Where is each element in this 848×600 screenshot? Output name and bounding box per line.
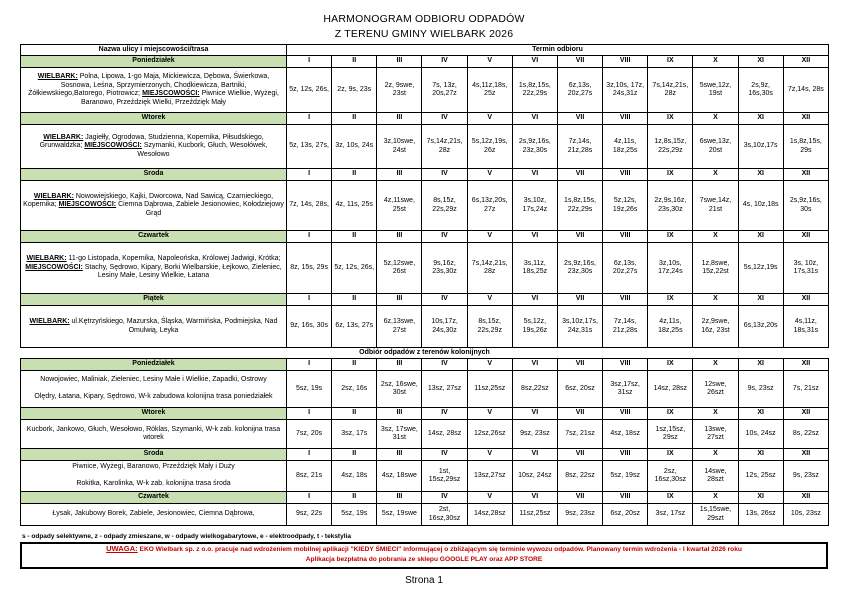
villages-list: Piwnice Wielkie, Wyżegi, Baranowo, Przeździęk Wielki, Przeździęk Mały xyxy=(80,90,279,106)
month-header: X xyxy=(693,449,738,461)
villages-list: Szymanki, Kucbork, Głuch, Wesołówek, Wesołowo xyxy=(137,142,268,158)
pickup-dates-cell: 14swe, 28szt xyxy=(693,461,738,492)
day-header-row xyxy=(21,408,829,420)
pickup-dates-cell: 13sz, 27sz xyxy=(422,371,467,408)
month-header: XI xyxy=(738,56,783,68)
month-header: IX xyxy=(648,113,693,125)
month-header: I xyxy=(287,492,332,504)
month-header: IV xyxy=(422,113,467,125)
month-header: X xyxy=(693,359,738,371)
day-label: Środa xyxy=(21,169,287,181)
pickup-dates-cell: 3sz, 17swe, 31st xyxy=(377,420,422,449)
colony-area-list xyxy=(21,504,287,526)
schedule-row xyxy=(21,68,829,113)
pickup-dates-cell: 5sz, 19sz xyxy=(603,461,648,492)
pickup-dates-cell: 12swe, 26szt xyxy=(693,371,738,408)
document-title: HARMONOGRAM ODBIORU ODPADÓW xyxy=(323,13,525,25)
schedule-row xyxy=(21,420,829,449)
month-header: X xyxy=(693,294,738,306)
street-list xyxy=(21,181,287,231)
month-header: III xyxy=(377,231,422,243)
town-prefix: WIELBARK: xyxy=(26,255,67,263)
pickup-dates-cell: 10s, 23sz xyxy=(783,504,828,526)
month-header: IV xyxy=(422,231,467,243)
pickup-dates-cell: 5z, 13s, 27s, xyxy=(287,125,332,169)
day-label: Poniedziałek xyxy=(21,359,287,371)
pickup-dates-cell: 1st, 15sz,29sz xyxy=(422,461,467,492)
pickup-dates-cell: 8sz,22sz xyxy=(512,371,557,408)
pickup-dates-cell: 13s, 26sz xyxy=(738,504,783,526)
colony-area-a: Łysak, Jakubowy Borek, Zabiele, Jesionowiec, Ciemna Dąbrowa, xyxy=(52,510,255,518)
month-header: VI xyxy=(512,408,557,420)
month-header: I xyxy=(287,113,332,125)
month-header: XI xyxy=(738,113,783,125)
pickup-dates-cell: 9s, 23sz xyxy=(738,371,783,408)
month-header: VIII xyxy=(603,359,648,371)
month-header: II xyxy=(332,359,377,371)
pickup-dates-cell: 2s,9z, 16s,30s xyxy=(738,68,783,113)
pickup-dates-cell: 4sz, 18s xyxy=(332,461,377,492)
schedule-row xyxy=(21,461,829,492)
month-header: I xyxy=(287,359,332,371)
street-list xyxy=(21,68,287,113)
legend-text: s - odpady selektywne, z - odpady zmieszane, w - odpady wielkogabarytowe, e - elektroodpady, t - tekstylia xyxy=(22,533,351,540)
month-header: VII xyxy=(557,408,602,420)
pickup-dates-cell: 9s, 23sz xyxy=(783,461,828,492)
month-header: IV xyxy=(422,492,467,504)
page-number: Strona 1 xyxy=(405,575,443,586)
villages-prefix: MIEJSCOWOŚCI: xyxy=(25,263,83,271)
month-header: XI xyxy=(738,294,783,306)
month-header: X xyxy=(693,113,738,125)
town-streets: ul.Kętrzyńskiego, Mazurska, Śląska, Warmińska, Podmiejska, Nad Omulwią, Leyka xyxy=(69,318,278,334)
pickup-dates-cell: 5sz, 19swe xyxy=(377,504,422,526)
pickup-dates-cell: 5swe,12z, 19st xyxy=(693,68,738,113)
pickup-dates-cell: 1s,8z,15s, 22z,29s xyxy=(512,68,557,113)
month-header: II xyxy=(332,169,377,181)
pickup-dates-cell: 7s,14z,21s, 28z xyxy=(648,68,693,113)
pickup-dates-cell: 4s, 10z,18s xyxy=(738,181,783,231)
month-header: XII xyxy=(783,492,828,504)
pickup-dates-cell: 3s,10z,17s, 24z,31s xyxy=(557,306,602,348)
pickup-dates-cell: 6z,13s, 20z,27s xyxy=(557,68,602,113)
colony-area-list xyxy=(21,420,287,449)
pickup-dates-cell: 7s,14z,21s, 28z xyxy=(422,125,467,169)
pickup-dates-cell: 5s,12z,19s xyxy=(738,243,783,294)
streets-column-header: Nazwa ulicy i miejscowości/trasa xyxy=(21,45,287,56)
day-header-row xyxy=(21,56,829,68)
street-list xyxy=(21,243,287,294)
month-header: VI xyxy=(512,492,557,504)
month-header: VIII xyxy=(603,56,648,68)
section-title-row xyxy=(21,348,829,359)
month-header: VI xyxy=(512,231,557,243)
month-header: IV xyxy=(422,56,467,68)
pickup-dates-cell: 9sz, 22s xyxy=(287,504,332,526)
pickup-dates-cell: 12s, 25sz xyxy=(738,461,783,492)
pickup-dates-cell: 7sz, 21sz xyxy=(557,420,602,449)
pickup-dates-cell: 7s, 21sz xyxy=(783,371,828,408)
pickup-dates-cell: 2s,9z,16s, 30s xyxy=(783,181,828,231)
month-header: VIII xyxy=(603,169,648,181)
month-header: VI xyxy=(512,169,557,181)
day-header-row xyxy=(21,492,829,504)
notice-line2: Aplikacja bezpłatna do pobrania ze sklepu GOOGLE PLAY oraz APP STORE xyxy=(305,555,543,563)
month-header: III xyxy=(377,408,422,420)
month-header: VIII xyxy=(603,294,648,306)
month-header: IX xyxy=(648,492,693,504)
pickup-dates-cell: 8s,15z, 22s,29z xyxy=(467,306,512,348)
day-label: Środa xyxy=(21,449,287,461)
pickup-dates-cell: 10sz, 24sz xyxy=(512,461,557,492)
month-header: III xyxy=(377,449,422,461)
pickup-dates-cell: 3sz,17sz, 31sz xyxy=(603,371,648,408)
month-header: XII xyxy=(783,113,828,125)
pickup-dates-cell: 5z,12swe, 26st xyxy=(377,243,422,294)
town-prefix: WIELBARK: xyxy=(29,318,70,325)
month-header: VII xyxy=(557,449,602,461)
pickup-dates-cell: 6sz, 20sz xyxy=(557,371,602,408)
month-header: VIII xyxy=(603,231,648,243)
month-header: XI xyxy=(738,231,783,243)
month-header: V xyxy=(467,56,512,68)
document-subtitle: Z TERENU GMINY WIELBARK 2026 xyxy=(334,28,514,40)
month-header: II xyxy=(332,492,377,504)
colony-area-a: Piwnice, Wyżegi, Baranowo, Przeździęk Mały i Duży xyxy=(72,463,235,471)
pickup-dates-cell: 3z,10swe, 24st xyxy=(377,125,422,169)
pickup-dates-cell: 8sz, 22sz xyxy=(557,461,602,492)
month-header: IX xyxy=(648,294,693,306)
month-header: XI xyxy=(738,408,783,420)
month-header: X xyxy=(693,492,738,504)
town-streets: 11-go Listopada, Kopernika, Napoleońska, Królowej Jadwigi, Krótka; xyxy=(66,255,281,263)
pickup-dates-cell: 1z,8swe, 15z,22st xyxy=(693,243,738,294)
month-header: IX xyxy=(648,449,693,461)
month-header: VII xyxy=(557,294,602,306)
pickup-dates-cell: 7z,14s, 21z,28s xyxy=(603,306,648,348)
colony-area-a: Nowojowiec, Maliniak, Zieleniec, Lesiny Małe i Wielkie, Zapadki, Ostrowy xyxy=(40,376,267,384)
month-header: V xyxy=(467,492,512,504)
notice-box xyxy=(20,542,828,569)
pickup-dates-cell: 4s,11z,18s, 25z xyxy=(467,68,512,113)
month-header: III xyxy=(377,294,422,306)
town-streets: Jagiełły, Ogrodowa, Studzienna, Kopernika, Piłsudskiego, Grunwaldzka; xyxy=(39,133,264,150)
month-header: II xyxy=(332,294,377,306)
pickup-dates-cell: 8s, 22sz xyxy=(783,420,828,449)
month-header: IX xyxy=(648,169,693,181)
pickup-dates-cell: 13swe, 27szt xyxy=(693,420,738,449)
term-column-header: Termin odbioru xyxy=(287,45,829,56)
month-header: II xyxy=(332,113,377,125)
month-header: X xyxy=(693,408,738,420)
villages-prefix: MIEJSCOWOŚCI: xyxy=(58,201,117,209)
pickup-dates-cell: 7s, 13z, 20s,27z xyxy=(422,68,467,113)
villages-list: Stachy, Sędrowo, Kipary, Borki Wielbarskie, Łejkowo, Zieleniec, Lesiny Małe, Lesiny Wielkie, Łatana xyxy=(82,263,282,280)
month-header: II xyxy=(332,408,377,420)
pickup-dates-cell: 4sz, 18sz xyxy=(603,420,648,449)
day-header-row xyxy=(21,294,829,306)
pickup-dates-cell: 5s,12z, 19s,26z xyxy=(512,306,557,348)
day-label: Wtorek xyxy=(21,408,287,420)
header-row xyxy=(21,45,829,56)
pickup-dates-cell: 9sz, 23sz xyxy=(512,420,557,449)
schedule-row xyxy=(21,371,829,408)
town-streets: Nowowiejskiego, Kajki, Dworcowa, Nad Sawicą, Czarnieckiego, Kopernika; xyxy=(23,192,274,209)
schedule-row xyxy=(21,125,829,169)
pickup-dates-cell: 5sz, 19s xyxy=(332,504,377,526)
month-header: III xyxy=(377,492,422,504)
colony-area-b: Olędry, Łatana, Kipary, Sędrowo, W-k zabudowa kolonijna trasa poniedziałek xyxy=(34,393,273,401)
day-header-row xyxy=(21,113,829,125)
month-header: VIII xyxy=(603,408,648,420)
pickup-dates-cell: 2z, 9swe, 23st xyxy=(377,68,422,113)
pickup-dates-cell: 2z,9swe, 16z, 23st xyxy=(693,306,738,348)
pickup-dates-cell: 3z,10s, 17z, 24s,31z xyxy=(603,68,648,113)
pickup-dates-cell: 7swe,14z, 21st xyxy=(693,181,738,231)
pickup-dates-cell: 14sz,28sz xyxy=(467,504,512,526)
month-header: VII xyxy=(557,231,602,243)
pickup-dates-cell: 2s,9z,16s, 23z,30s xyxy=(557,243,602,294)
day-header-row xyxy=(21,359,829,371)
month-header: XII xyxy=(783,408,828,420)
month-header: VI xyxy=(512,294,557,306)
month-header: VIII xyxy=(603,113,648,125)
month-header: I xyxy=(287,294,332,306)
pickup-dates-cell: 9z, 16s, 30s xyxy=(287,306,332,348)
pickup-dates-cell: 7z,14s, 21z,28s xyxy=(557,125,602,169)
month-header: XII xyxy=(783,169,828,181)
pickup-dates-cell: 2sz, 16sz,30sz xyxy=(648,461,693,492)
month-header: V xyxy=(467,169,512,181)
pickup-dates-cell: 2sz, 16swe, 30st xyxy=(377,371,422,408)
pickup-dates-cell: 3sz, 17sz xyxy=(648,504,693,526)
month-header: III xyxy=(377,169,422,181)
month-header: VII xyxy=(557,56,602,68)
month-header: XII xyxy=(783,449,828,461)
pickup-dates-cell: 12sz,26sz xyxy=(467,420,512,449)
month-header: XI xyxy=(738,359,783,371)
town-streets: Polna, Lipowa, 1-go Maja, Mickiewicza, Dębowa, Świerkowa, Sosnowa, Leśna, Sprzymierzonych, Chodkiewicza, Bartniki, Żółkiewskiego,Batorego, Piotrowicz; xyxy=(28,73,270,97)
villages-list: Ciemna Dąbrowa, Zabiele Jesionowiec, Kołodziejowy Grąd xyxy=(116,201,284,217)
day-label: Wtorek xyxy=(21,113,287,125)
pickup-dates-cell: 10s,17z, 24s,30z xyxy=(422,306,467,348)
notice-line1: EKO Wielbark sp. z o.o. pracuje nad wdrożeniem mobilnej aplikacji "KIEDY ŚMIECI" informującej o zbliżającym się terminie wywozu odpadów. Planowany termin wdrożenia - I kwartał 2026 roku xyxy=(137,546,742,553)
month-header: IV xyxy=(422,169,467,181)
pickup-dates-cell: 14sz, 28sz xyxy=(648,371,693,408)
month-header: V xyxy=(467,449,512,461)
month-header: X xyxy=(693,56,738,68)
month-header: VII xyxy=(557,169,602,181)
pickup-dates-cell: 2z, 9s, 23s xyxy=(332,68,377,113)
colony-area-a: Kucbork, Jankowo, Głuch, Wesołowo, Róklas, Szymanki, W-k zab. kolonijna trasa wtorek xyxy=(26,425,281,441)
month-header: XI xyxy=(738,492,783,504)
colony-area-list xyxy=(21,461,287,492)
month-header: VI xyxy=(512,449,557,461)
pickup-dates-cell: 4s,11z, 18s,31s xyxy=(783,306,828,348)
month-header: II xyxy=(332,56,377,68)
month-header: XII xyxy=(783,56,828,68)
pickup-dates-cell: 6s,13z,20s, 27z xyxy=(467,181,512,231)
month-header: VIII xyxy=(603,492,648,504)
pickup-dates-cell: 7sz, 20s xyxy=(287,420,332,449)
pickup-dates-cell: 8sz, 21s xyxy=(287,461,332,492)
pickup-dates-cell: 4z,11s, 18z,25s xyxy=(648,306,693,348)
pickup-dates-cell: 7z, 14s, 28s, xyxy=(287,181,332,231)
street-list xyxy=(21,306,287,348)
pickup-dates-cell: 3s,10z,17s xyxy=(738,125,783,169)
month-header: I xyxy=(287,169,332,181)
colony-section-title: Odbiór odpadów z terenów kolonijnych xyxy=(359,348,490,356)
pickup-dates-cell: 1sz,15sz, 29sz xyxy=(648,420,693,449)
pickup-dates-cell: 1s,15swe, 29szt xyxy=(693,504,738,526)
pickup-dates-cell: 4z, 11s, 25s xyxy=(332,181,377,231)
colony-area-list xyxy=(21,371,287,408)
pickup-dates-cell: 4sz, 18swe xyxy=(377,461,422,492)
pickup-dates-cell: 2s,9z,16s, 23z,30s xyxy=(512,125,557,169)
month-header: IX xyxy=(648,408,693,420)
month-header: II xyxy=(332,231,377,243)
pickup-dates-cell: 5s,12z,19s, 26z xyxy=(467,125,512,169)
month-header: VII xyxy=(557,492,602,504)
pickup-dates-cell: 5z, 12s, 26s, xyxy=(287,68,332,113)
pickup-dates-cell: 11sz,25sz xyxy=(512,504,557,526)
pickup-dates-cell: 3s, 10z, 17s,31s xyxy=(783,243,828,294)
month-header: II xyxy=(332,449,377,461)
month-header: VI xyxy=(512,113,557,125)
pickup-dates-cell: 14sz, 28sz xyxy=(422,420,467,449)
month-header: VI xyxy=(512,359,557,371)
pickup-dates-cell: 8s,15z, 22s,29z xyxy=(422,181,467,231)
schedule-row xyxy=(21,181,829,231)
colony-area-b: Rokitka, Karolinka, W-k zab. kolonijna trasa środa xyxy=(76,480,231,488)
day-header-row xyxy=(21,169,829,181)
pickup-dates-cell: 3z,10s, 17z,24s xyxy=(648,243,693,294)
month-header: I xyxy=(287,56,332,68)
notice-label: UWAGA: xyxy=(106,544,138,553)
pickup-dates-cell: 7s,14z,21s, 28z xyxy=(467,243,512,294)
pickup-dates-cell: 2st, 16sz,30sz xyxy=(422,504,467,526)
pickup-dates-cell: 13sz,27sz xyxy=(467,461,512,492)
month-header: I xyxy=(287,231,332,243)
pickup-dates-cell: 10s, 24sz xyxy=(738,420,783,449)
month-header: III xyxy=(377,56,422,68)
day-label: Czwartek xyxy=(21,492,287,504)
pickup-dates-cell: 3z, 10s, 24s xyxy=(332,125,377,169)
pickup-dates-cell: 3s,10z, 17s,24z xyxy=(512,181,557,231)
month-header: V xyxy=(467,359,512,371)
pickup-dates-cell: 9sz, 23sz xyxy=(557,504,602,526)
schedule-table xyxy=(20,44,829,526)
month-header: IV xyxy=(422,449,467,461)
month-header: V xyxy=(467,113,512,125)
month-header: XII xyxy=(783,294,828,306)
schedule-row xyxy=(21,243,829,294)
month-header: IV xyxy=(422,408,467,420)
day-label: Poniedziałek xyxy=(21,56,287,68)
pickup-dates-cell: 6s,13z,20s xyxy=(738,306,783,348)
month-header: IX xyxy=(648,56,693,68)
day-label: Czwartek xyxy=(21,231,287,243)
pickup-dates-cell: 5sz, 19s xyxy=(287,371,332,408)
day-header-row xyxy=(21,449,829,461)
pickup-dates-cell: 7z,14s, 28s xyxy=(783,68,828,113)
pickup-dates-cell: 1s,8z,15s, 22z,29s xyxy=(557,181,602,231)
month-header: III xyxy=(377,113,422,125)
pickup-dates-cell: 6z,13swe, 27st xyxy=(377,306,422,348)
month-header: V xyxy=(467,231,512,243)
month-header: X xyxy=(693,169,738,181)
day-header-row xyxy=(21,231,829,243)
month-header: X xyxy=(693,231,738,243)
month-header: V xyxy=(467,294,512,306)
month-header: XII xyxy=(783,359,828,371)
pickup-dates-cell: 6sz, 20sz xyxy=(603,504,648,526)
pickup-dates-cell: 2z,9s,16z, 23s,30z xyxy=(648,181,693,231)
street-list xyxy=(21,125,287,169)
pickup-dates-cell: 6swe,13z, 20st xyxy=(693,125,738,169)
pickup-dates-cell: 5z,12s, 19z,26s xyxy=(603,181,648,231)
pickup-dates-cell: 3s,11z, 18s,25z xyxy=(512,243,557,294)
pickup-dates-cell: 1z,8s,15z, 22s,29z xyxy=(648,125,693,169)
month-header: VIII xyxy=(603,449,648,461)
pickup-dates-cell: 4z,11swe, 25st xyxy=(377,181,422,231)
pickup-dates-cell: 5z, 12s, 26s, xyxy=(332,243,377,294)
month-header: IX xyxy=(648,359,693,371)
month-header: IX xyxy=(648,231,693,243)
villages-prefix: MIEJSCOWOŚCI: xyxy=(142,90,200,97)
month-header: VII xyxy=(557,113,602,125)
month-header: XII xyxy=(783,231,828,243)
pickup-dates-cell: 6z,13s, 20z,27s xyxy=(603,243,648,294)
town-prefix: WIELBARK: xyxy=(33,192,74,200)
pickup-dates-cell: 1s,8z,15s, 29s xyxy=(783,125,828,169)
month-header: III xyxy=(377,359,422,371)
month-header: IV xyxy=(422,359,467,371)
month-header: VII xyxy=(557,359,602,371)
pickup-dates-cell: 11sz,25sz xyxy=(467,371,512,408)
town-prefix: WIELBARK: xyxy=(37,73,78,80)
pickup-dates-cell: 3sz, 17s xyxy=(332,420,377,449)
month-header: VI xyxy=(512,56,557,68)
pickup-dates-cell: 4z,11s, 18z,25s xyxy=(603,125,648,169)
schedule-row xyxy=(21,306,829,348)
pickup-dates-cell: 2sz, 16s xyxy=(332,371,377,408)
pickup-dates-cell: 6z, 13s, 27s xyxy=(332,306,377,348)
month-header: V xyxy=(467,408,512,420)
town-prefix: WIELBARK: xyxy=(43,133,84,141)
day-label: Piątek xyxy=(21,294,287,306)
villages-prefix: MIEJSCOWOŚCI: xyxy=(84,142,142,150)
month-header: IV xyxy=(422,294,467,306)
schedule-row xyxy=(21,504,829,526)
month-header: XI xyxy=(738,449,783,461)
pickup-dates-cell: 8z, 15s, 29s xyxy=(287,243,332,294)
month-header: I xyxy=(287,408,332,420)
month-header: I xyxy=(287,449,332,461)
month-header: XI xyxy=(738,169,783,181)
pickup-dates-cell: 9s,16z, 23s,30z xyxy=(422,243,467,294)
